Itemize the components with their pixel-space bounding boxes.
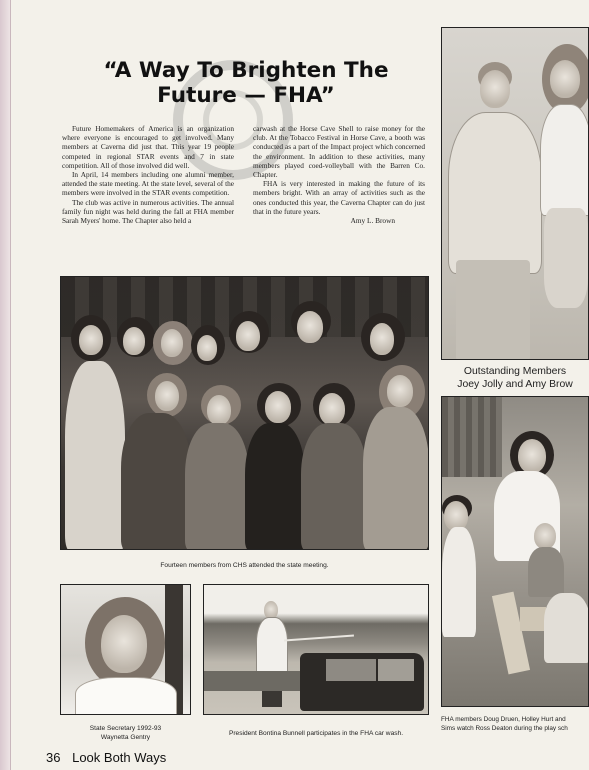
caption-line: State Secretary 1992-93 bbox=[89, 725, 162, 732]
article-paragraph: The club was active in numerous activities. The annual family fun night was held during the fall at FHA member Sarah Myers' home. The Chapter also held a bbox=[62, 197, 234, 226]
play-school-caption bbox=[441, 716, 589, 733]
caption-line: Outstanding Members bbox=[463, 366, 567, 377]
article-byline: Amy L. Brown bbox=[350, 216, 395, 226]
title-line-1: “A Way To Brighten The bbox=[103, 58, 389, 83]
page-number: 36 bbox=[46, 750, 61, 765]
caption-line: FHA members Doug Druen, Holley Hurt and bbox=[441, 716, 566, 723]
article-column-2 bbox=[253, 124, 425, 225]
group-photo bbox=[60, 276, 429, 550]
section-name: Look Both Ways bbox=[72, 750, 167, 765]
article-paragraph: In April, 14 members including one alumni member, attended the state meeting. At the state level, several of the members were involved in the STAR events competition. bbox=[62, 170, 234, 198]
car-wash-caption: President Bontina Bunnell participates in the FHA car wash. bbox=[228, 730, 404, 737]
outstanding-members-caption bbox=[441, 365, 589, 391]
state-secretary-caption bbox=[60, 725, 191, 742]
title-line-2: Future — FHA” bbox=[157, 83, 335, 108]
caption-line: Sims watch Ross Deaton during the play sch bbox=[441, 724, 568, 732]
outstanding-members-photo bbox=[441, 27, 589, 360]
article-title bbox=[60, 58, 432, 108]
article-paragraph: carwash at the Horse Cave Shell to raise money for the club. At the Tobacco Festival in Horse Cave, a booth was conducted as a part of the Impact project which concerned the environment. In addition to these activities, many members played coed-volleyball with the Barren Co. Chapter. bbox=[253, 124, 425, 180]
state-secretary-photo bbox=[60, 584, 191, 715]
article-paragraph: FHA is very interested in making the future of its members bright. With an array of activities such as the ones conducted this year, the Caverna Chapter can do just that in the future years. bbox=[253, 179, 425, 216]
article-paragraph: Future Homemakers of America is an organization where everyone is encouraged to get involved. Many members at Caverna did just that. This year 19 people competed in regional STAR events and 7 in state competition. All of those involved did well. bbox=[62, 124, 234, 170]
binding-edge bbox=[0, 0, 11, 770]
caption-line: Waynetta Gentry bbox=[100, 733, 151, 741]
caption-line: Joey Jolly and Amy Brow bbox=[457, 379, 573, 390]
group-photo-caption: Fourteen members from CHS attended the state meeting. bbox=[160, 562, 329, 569]
car-wash-photo bbox=[203, 584, 429, 715]
play-school-photo bbox=[441, 396, 589, 707]
article-column-1 bbox=[62, 124, 234, 225]
page-folio bbox=[46, 750, 166, 765]
